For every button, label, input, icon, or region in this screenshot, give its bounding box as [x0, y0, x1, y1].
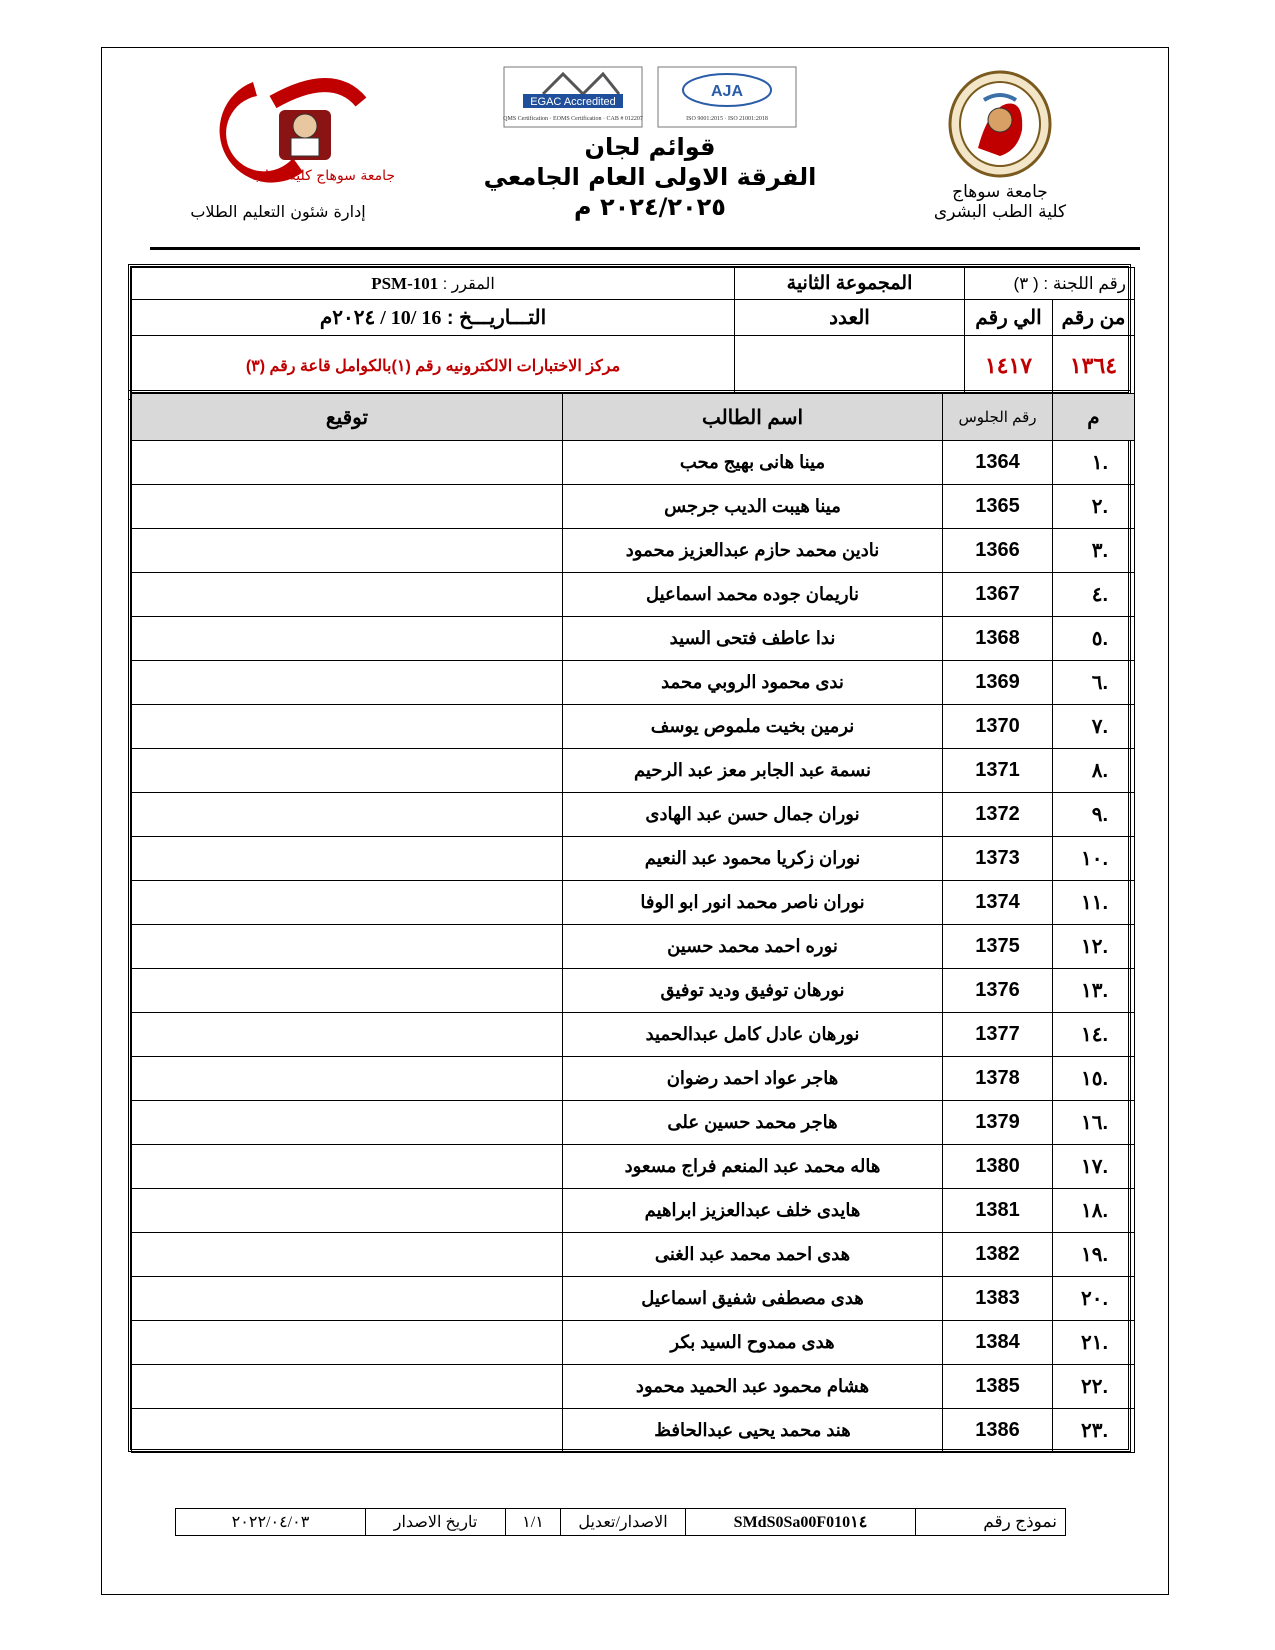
seat-number: 1383: [943, 1277, 1053, 1321]
seat-number: 1384: [943, 1321, 1053, 1365]
seat-number: 1368: [943, 617, 1053, 661]
faculty-name: كلية الطب البشرى: [933, 202, 1067, 222]
student-name: نورهان توفيق وديد توفيق: [563, 969, 943, 1013]
faculty-seal-logo: [948, 70, 1052, 178]
roster-header-row: [132, 394, 1135, 441]
signature-cell[interactable]: [132, 573, 563, 617]
row-number: .١٨: [1053, 1189, 1135, 1233]
signature-cell[interactable]: [132, 881, 563, 925]
table-row: [132, 837, 1135, 881]
signature-cell[interactable]: [132, 925, 563, 969]
seat-number: 1372: [943, 793, 1053, 837]
document-title-block: [420, 66, 880, 222]
signature-cell[interactable]: [132, 1277, 563, 1321]
row-number: .٣: [1053, 529, 1135, 573]
table-row: [132, 661, 1135, 705]
egac-logo-subtext: QMS Certification · EOMS Certification · CAB # 012207: [503, 116, 643, 122]
signature-cell[interactable]: [132, 793, 563, 837]
seat-number: 1380: [943, 1145, 1053, 1189]
form-number-label: نموذج رقم: [916, 1509, 1066, 1536]
student-name: هاجر عواد احمد رضوان: [563, 1057, 943, 1101]
signature-cell[interactable]: [132, 661, 563, 705]
signature-cell[interactable]: [132, 1145, 563, 1189]
seat-number: 1367: [943, 573, 1053, 617]
seat-number: 1375: [943, 925, 1053, 969]
student-name: نادين محمد حازم عبدالعزيز محمود: [563, 529, 943, 573]
student-name: نسمة عبد الجابر معز عبد الرحيم: [563, 749, 943, 793]
row-number: .١٧: [1053, 1145, 1135, 1189]
table-row: [132, 1277, 1135, 1321]
signature-cell[interactable]: [132, 441, 563, 485]
seat-number: 1373: [943, 837, 1053, 881]
seat-number: 1376: [943, 969, 1053, 1013]
course-label: المقرر :: [442, 275, 495, 293]
aja-certification-logo: [657, 66, 797, 128]
to-label: الي رقم: [965, 300, 1053, 336]
seat-number: 1382: [943, 1233, 1053, 1277]
issue-date-label: تاريخ الاصدار: [366, 1509, 506, 1536]
from-label: من رقم: [1053, 300, 1135, 336]
table-row: [132, 1145, 1135, 1189]
signature-cell[interactable]: [132, 837, 563, 881]
signature-cell[interactable]: [132, 749, 563, 793]
row-number: .٦: [1053, 661, 1135, 705]
seat-number: 1379: [943, 1101, 1053, 1145]
student-name: ندى محمود الروبي محمد: [563, 661, 943, 705]
seat-number: 1378: [943, 1057, 1053, 1101]
seat-number: 1365: [943, 485, 1053, 529]
table-row: [132, 793, 1135, 837]
row-number: .١٢: [1053, 925, 1135, 969]
seat-number: 1374: [943, 881, 1053, 925]
student-name: هدى مصطفى شفيق اسماعيل: [563, 1277, 943, 1321]
signature-cell[interactable]: [132, 485, 563, 529]
seat-number: 1381: [943, 1189, 1053, 1233]
faculty-header: [930, 70, 1070, 222]
seat-number: 1377: [943, 1013, 1053, 1057]
form-footer: [175, 1508, 1065, 1536]
department-name: إدارة شئون التعليم الطلاب: [190, 202, 366, 221]
student-name: مينا هيبت الديب جرجس: [563, 485, 943, 529]
row-number: .١: [1053, 441, 1135, 485]
student-name: نوران زكريا محمود عبد النعيم: [563, 837, 943, 881]
table-row: [132, 617, 1135, 661]
student-count: [735, 336, 965, 397]
form-footer-table: [175, 1508, 1066, 1536]
seat-number: 1386: [943, 1409, 1053, 1453]
table-row: [132, 925, 1135, 969]
date-label: التـــاريـــخ :: [446, 307, 547, 329]
table-row: [132, 705, 1135, 749]
student-roster-table: [131, 393, 1135, 1453]
signature-cell[interactable]: [132, 1013, 563, 1057]
row-number: .٩: [1053, 793, 1135, 837]
version-label: الاصدار/تعديل: [561, 1509, 686, 1536]
column-header-signature: توقيع: [132, 394, 563, 441]
exam-date: 16 /10 / ٢٠٢٤م: [319, 307, 442, 329]
seat-number: 1369: [943, 661, 1053, 705]
student-name: نوره احمد محمد حسين: [563, 925, 943, 969]
student-name: هايدى خلف عبدالعزيز ابراهيم: [563, 1189, 943, 1233]
aja-logo-subtext: ISO 9001:2015 · ISO 21001:2018: [686, 116, 768, 122]
table-row: [132, 485, 1135, 529]
seat-number: 1385: [943, 1365, 1053, 1409]
exam-date-cell: [132, 300, 735, 336]
signature-cell[interactable]: [132, 705, 563, 749]
row-number: .١٦: [1053, 1101, 1135, 1145]
student-name: نورهان عادل كامل عبدالحميد: [563, 1013, 943, 1057]
egac-accreditation-logo: [503, 66, 643, 128]
university-name: جامعة سوهاج: [952, 182, 1048, 202]
student-name: ناريمان جوده محمد اسماعيل: [563, 573, 943, 617]
count-label: العدد: [735, 300, 965, 336]
student-name: هند محمد يحيى عبدالحافظ: [563, 1409, 943, 1453]
signature-cell[interactable]: [132, 1365, 563, 1409]
student-name: هشام محمود عبد الحميد محمود: [563, 1365, 943, 1409]
seat-number: 1370: [943, 705, 1053, 749]
egac-logo-text: EGAC Accredited: [530, 96, 616, 108]
document-subtitle: الفرقة الاولى العام الجامعي ٢٠٢٤/٢٠٢٥ م: [483, 163, 817, 221]
student-name: مينا هانى بهيج محب: [563, 441, 943, 485]
issue-date: ٢٠٢٢/٠٤/٠٣: [176, 1509, 366, 1536]
row-number: .١١: [1053, 881, 1135, 925]
seat-number: 1364: [943, 441, 1053, 485]
signature-cell[interactable]: [132, 1233, 563, 1277]
row-number: .١٣: [1053, 969, 1135, 1013]
committee-number: رقم اللجنة : ( ٣): [965, 268, 1135, 300]
college-logo: [183, 72, 396, 190]
seat-number: 1371: [943, 749, 1053, 793]
row-number: .٢٠: [1053, 1277, 1135, 1321]
course-cell: [132, 268, 735, 300]
table-row: [132, 1101, 1135, 1145]
table-row: [132, 1365, 1135, 1409]
from-seat-number: ١٣٦٤: [1053, 336, 1135, 397]
header-divider: [150, 247, 1140, 250]
column-header-seat: رقم الجلوس: [943, 394, 1053, 441]
signature-cell[interactable]: [132, 617, 563, 661]
table-row: [132, 1189, 1135, 1233]
row-number: .٢: [1053, 485, 1135, 529]
student-roster-box: [128, 390, 1131, 1452]
row-number: .١٩: [1053, 1233, 1135, 1277]
student-name: نوران جمال حسن عبد الهادى: [563, 793, 943, 837]
table-row: [132, 881, 1135, 925]
to-seat-number: ١٤١٧: [965, 336, 1053, 397]
exam-location: مركز الاختبارات الالكترونيه رقم (١)بالكوامل قاعة رقم (٣): [132, 336, 735, 397]
aja-logo-text: AJA: [710, 83, 744, 100]
group-name: المجموعة الثانية: [735, 268, 965, 300]
row-number: .١٤: [1053, 1013, 1135, 1057]
table-row: [132, 1409, 1135, 1453]
signature-cell[interactable]: [132, 529, 563, 573]
column-header-number: م: [1053, 394, 1135, 441]
signature-cell[interactable]: [132, 1057, 563, 1101]
student-name: هدى احمد محمد عبد الغنى: [563, 1233, 943, 1277]
table-row: [132, 1321, 1135, 1365]
committee-info-box: [128, 264, 1131, 400]
row-number: .٤: [1053, 573, 1135, 617]
version-value: ١/١: [506, 1509, 561, 1536]
committee-info-table: [131, 267, 1135, 397]
row-number: .٢١: [1053, 1321, 1135, 1365]
table-row: [132, 749, 1135, 793]
college-logo-text: جامعة سوهاج كلية الطب: [250, 168, 396, 184]
signature-cell[interactable]: [132, 1409, 563, 1453]
document-title: قوائم لجان: [584, 133, 716, 161]
student-name: ندا عاطف فتحى السيد: [563, 617, 943, 661]
table-row: [132, 529, 1135, 573]
student-name: هاجر محمد حسين على: [563, 1101, 943, 1145]
row-number: .٧: [1053, 705, 1135, 749]
signature-cell[interactable]: [132, 1189, 563, 1233]
signature-cell[interactable]: [132, 1321, 563, 1365]
table-row: [132, 1057, 1135, 1101]
row-number: .١٥: [1053, 1057, 1135, 1101]
table-row: [132, 573, 1135, 617]
table-row: [132, 969, 1135, 1013]
seat-number: 1366: [943, 529, 1053, 573]
signature-cell[interactable]: [132, 969, 563, 1013]
table-row: [132, 441, 1135, 485]
department-header: [158, 72, 398, 221]
course-code: PSM-101: [371, 273, 439, 293]
student-name: هاله محمد عبد المنعم فراج مسعود: [563, 1145, 943, 1189]
student-name: نوران ناصر محمد انور ابو الوفا: [563, 881, 943, 925]
student-name: نرمين بخيت ملموص يوسف: [563, 705, 943, 749]
column-header-name: اسم الطالب: [563, 394, 943, 441]
row-number: .١٠: [1053, 837, 1135, 881]
row-number: .٢٢: [1053, 1365, 1135, 1409]
row-number: .٨: [1053, 749, 1135, 793]
row-number: .٢٣: [1053, 1409, 1135, 1453]
form-code: SMdS0Sa00F010١٤: [686, 1509, 916, 1536]
table-row: [132, 1013, 1135, 1057]
table-row: [132, 1233, 1135, 1277]
student-name: هدى ممدوح السيد بكر: [563, 1321, 943, 1365]
row-number: .٥: [1053, 617, 1135, 661]
signature-cell[interactable]: [132, 1101, 563, 1145]
